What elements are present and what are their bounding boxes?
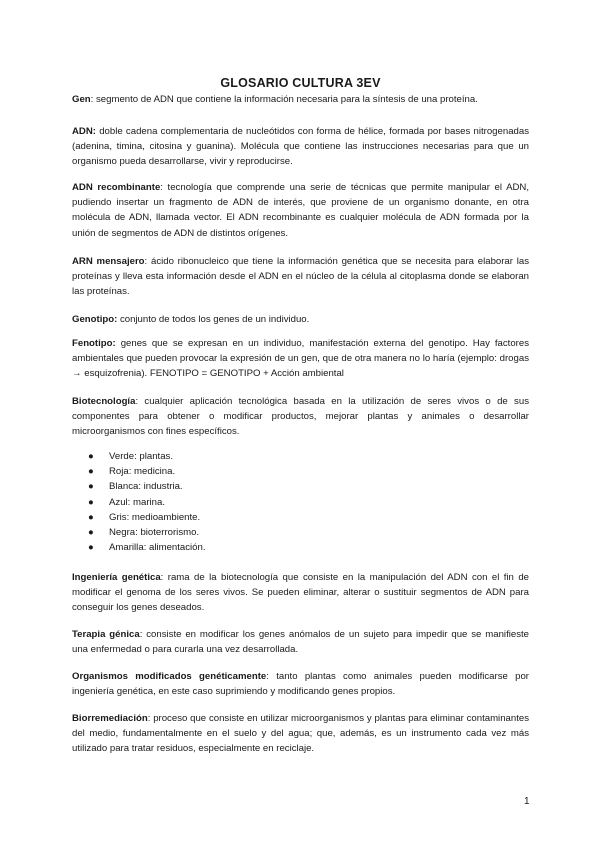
entry-ingenieria-genetica [72, 570, 529, 616]
list-item-text: Verde: plantas. [109, 451, 174, 462]
entry-biorremediacion [72, 711, 529, 757]
biotech-colors-list [72, 449, 206, 555]
definition-text: doble cadena complementaria de nucleótidos con forma de hélice, formada por bases nitrogenadas (adenina, timina, citosina y guanina). Molécula que contiene las instrucciones necesarias para que un organismo pueda desarrollarse, vivir y reproducirse. [72, 126, 529, 168]
definition-text: : consiste en modificar los genes anómalos de un sujeto para impedir que se manifieste una enfermedad o para curarla una vez desarrollada. [72, 629, 529, 656]
entry-adn [72, 124, 529, 170]
bullet-icon: ● [88, 481, 94, 493]
definition-text: : tecnología que comprende una serie de técnicas que permite manipular el ADN, pudiendo insertar un fragmento de ADN de interés, que proviene de un organismo donante, en otra molécula de ADN, llamada vector. El ADN recombinante es cualquier molécula de ADN formada por la unión de segmentos de ADN de distintos orígenes. [72, 182, 530, 239]
term-label: Gen [72, 94, 91, 105]
term-label: Biotecnología [72, 396, 136, 407]
entry-arn-mensajero [72, 254, 529, 300]
bullet-icon: ● [88, 527, 94, 539]
definition-text: conjunto de todos los genes de un individuo. [117, 314, 310, 325]
list-item-text: Azul: marina. [109, 496, 165, 508]
list-item-text: Blanca: industria. [109, 481, 183, 493]
term-label: Biorremediación [72, 713, 148, 724]
list-item [72, 510, 206, 525]
term-label: Terapia génica [72, 629, 140, 640]
definition-text: : proceso que consiste en utilizar microorganismos y plantas para eliminar contaminantes del medio, fundamentalmente en el suelo y del agua; que, además, es un instrumento cada vez más utilizado para tratar residuos, especialmente en reciclaje. [72, 713, 529, 755]
list-item [72, 449, 206, 464]
entry-genotipo [72, 312, 529, 327]
term-label: ARN mensajero [72, 256, 145, 267]
list-item [72, 495, 206, 510]
definition-text: : segmento de ADN que contiene la información necesaria para la síntesis de una proteína. [90, 94, 478, 105]
list-item-text: Gris: medioambiente. [109, 511, 201, 523]
entry-fenotipo [72, 336, 529, 382]
entry-gen [72, 92, 529, 107]
term-label: ADN recombinante [72, 182, 161, 193]
definition-text: : ácido ribonucleico que tiene la información genética que se necesita para elaborar las proteínas y lleva esta información desde el ADN en el núcleo de la célula al citoplasma donde se elaboran las proteínas. [72, 256, 529, 298]
bullet-icon: ● [88, 542, 94, 554]
entry-adn-recombinante [72, 180, 529, 241]
list-item [72, 464, 206, 479]
list-item [72, 540, 206, 555]
term-label: Organismos modificados genéticamente [72, 671, 267, 682]
term-label: Genotipo: [72, 314, 118, 325]
term-label: Fenotipo: [72, 338, 116, 349]
list-item-text: Roja: medicina. [109, 466, 176, 478]
term-label: Ingeniería genética [72, 572, 161, 583]
bullet-icon: ● [88, 451, 94, 462]
bullet-icon: ● [88, 496, 94, 508]
list-item [72, 525, 206, 540]
page-number: 1 [524, 796, 530, 807]
entry-terapia-genica [72, 627, 529, 657]
list-item [72, 479, 206, 494]
definition-text: : tanto plantas como animales pueden modificarse por ingeniería genética, en este caso suprimiendo y modificando genes propios. [72, 671, 529, 698]
list-item-text: Negra: bioterrorismo. [109, 527, 200, 539]
definition-text: genes que se expresan en un individuo, manifestación externa del genotipo. Hay factores ambientales que pueden provocar la expresión de un gen, que de otra manera no lo haría (ejemplo: drogas → esquizofrenia). FENOTIPO = GENOTIPO + Acción ambiental [72, 338, 529, 380]
entry-omg [72, 669, 529, 699]
term-label: ADN: [72, 126, 96, 137]
entry-biotecnologia [72, 394, 529, 440]
bullet-icon: ● [88, 466, 94, 478]
bullet-icon: ● [88, 511, 94, 523]
list-item-text: Amarilla: alimentación. [109, 542, 206, 554]
definition-text: : cualquier aplicación tecnológica basada en la utilización de seres vivos o de sus componentes para obtener o modificar productos, mejorar plantas y animales o desarrollar microorganismos con fines específicos. [72, 396, 529, 438]
page-title: GLOSARIO CULTURA 3EV [220, 76, 381, 90]
definition-text: : rama de la biotecnología que consiste en la manipulación del ADN con el fin de modificar el genoma de los seres vivos. Se pueden eliminar, alterar o sustituir segmentos de ADN para conseguir los genes deseados. [72, 572, 529, 614]
